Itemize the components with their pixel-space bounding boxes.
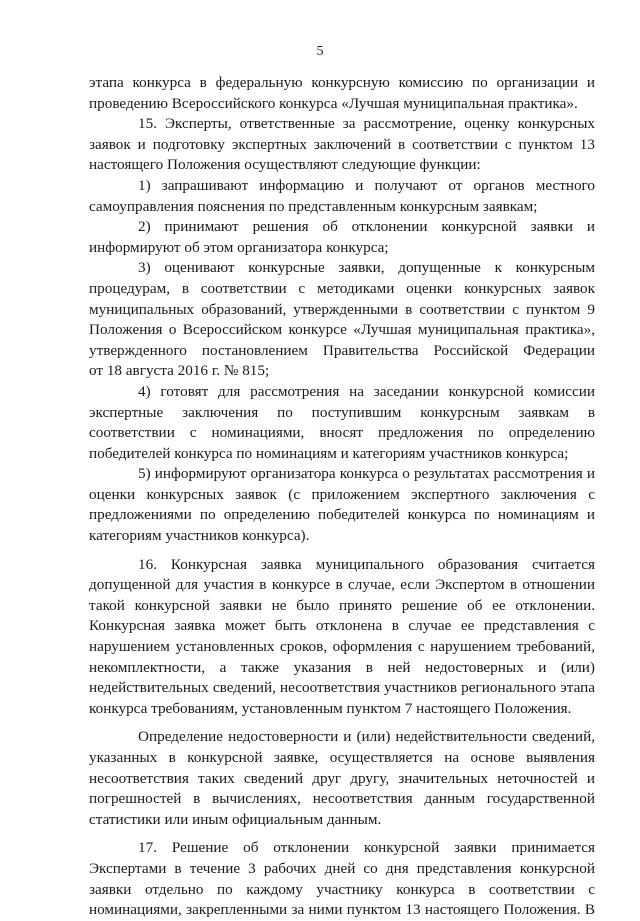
text-line: некомплектности, а также указания в ней недостоверных и (или) (89, 658, 595, 676)
paragraph (89, 464, 595, 546)
text-line: несоответствия таких сведений друг другу, значительных неточностей и (89, 769, 595, 787)
paragraph (89, 114, 595, 176)
paragraph (89, 73, 595, 114)
text-line: соответствии с номинациями, вносят предложения по определению (89, 424, 595, 442)
text-line: настоящего Положения осуществляют следующие функции: (89, 156, 481, 174)
text-line: нарушением установленных сроков, оформления с нарушением требований, (89, 638, 595, 656)
text-line: Положения о Всероссийском конкурсе «Лучшая муниципальная практика», (89, 321, 595, 339)
text-line: 17. Решение об отклонении конкурсной заявки принимается (138, 839, 595, 857)
paragraph (89, 555, 595, 720)
text-line: номинациями, закрепленными за ними пунктом 13 настоящего Положения. В (89, 901, 595, 919)
text-line: указанных в конкурсной заявке, осуществляется на основе выявления (89, 749, 595, 766)
text-line: категориям участников конкурса). (89, 527, 310, 545)
text-line: предложениями по определению победителей конкурса по номинациям и (89, 506, 595, 524)
paragraph (89, 838, 595, 920)
document-body (89, 73, 595, 921)
text-line: 2) принимают решения об отклонении конкурсной заявки и (138, 218, 595, 236)
text-line: утвержденного постановлением Правительства Российской Федерации (89, 341, 595, 359)
text-line: этапа конкурса в федеральную конкурсную комиссию по организации и (89, 74, 595, 91)
paragraph (89, 382, 595, 464)
text-line: проведению Всероссийского конкурса «Лучшая муниципальная практика». (89, 94, 578, 112)
text-line: Конкурсная заявка может быть отклонена в случае ее представления с (89, 617, 595, 635)
text-line: экспертные заключения по поступившим конкурсным заявкам в (89, 403, 595, 421)
text-line: от 18 августа 2016 г. № 815; (89, 362, 270, 380)
text-line: погрешностей в вычислениях, несоответствия данным государственной (89, 790, 595, 808)
text-line: такой конкурсной заявки не было принято решение об ее отклонении. (89, 596, 595, 614)
paragraph (89, 727, 595, 830)
text-line: информируют об этом организатора конкурса; (89, 238, 389, 256)
paragraph (89, 258, 595, 382)
text-line: 1) запрашивают информацию и получают от органов местного (138, 176, 595, 194)
text-line: 4) готовят для рассмотрения на заседании конкурсной комиссии (138, 382, 595, 400)
text-line: 3) оценивают конкурсные заявки, допущенные к конкурсным (138, 259, 595, 277)
text-line: Экспертами в течение 3 рабочих дней со дня представления конкурсной (89, 859, 595, 877)
text-line: недействительных сведений, несоответствия участников регионального этапа (89, 679, 595, 697)
text-line: процедурам, в соответствии с методиками оценки конкурсных заявок (89, 279, 595, 297)
text-line: муниципальных образований, утвержденными в соответствии с пунктом 9 (89, 300, 595, 318)
text-line: конкурса требованиям, установленным пунктом 7 настоящего Положения. (89, 699, 572, 717)
page-number: 5 (316, 44, 324, 59)
text-line: победителей конкурса по номинациям и категориям участников конкурса; (89, 444, 569, 462)
text-line: допущенной для участия в конкурсе в случае, если Экспертом в отношении (89, 576, 595, 594)
text-line: Определение недостоверности и (или) недействительности сведений, (138, 728, 595, 746)
paragraph (89, 176, 595, 217)
paragraph (89, 217, 595, 258)
text-line: 16. Конкурсная заявка муниципального образования считается (138, 555, 595, 573)
text-line: 5) информируют организатора конкурса о результатах рассмотрения и (138, 465, 595, 483)
text-line: заявок и подготовку экспертных заключений в соответствии с пунктом 13 (89, 135, 595, 153)
text-line: статистики или иным официальным данным. (89, 810, 382, 828)
text-line: самоуправления пояснения по представленным конкурсным заявкам; (89, 197, 538, 215)
text-line: оценки конкурсных заявок (с приложением экспертного заключения с (89, 485, 595, 503)
text-line: заявки отдельно по каждому участнику конкурса в соответствии с (89, 880, 595, 898)
text-line: 15. Эксперты, ответственные за рассмотрение, оценку конкурсных (138, 115, 595, 133)
